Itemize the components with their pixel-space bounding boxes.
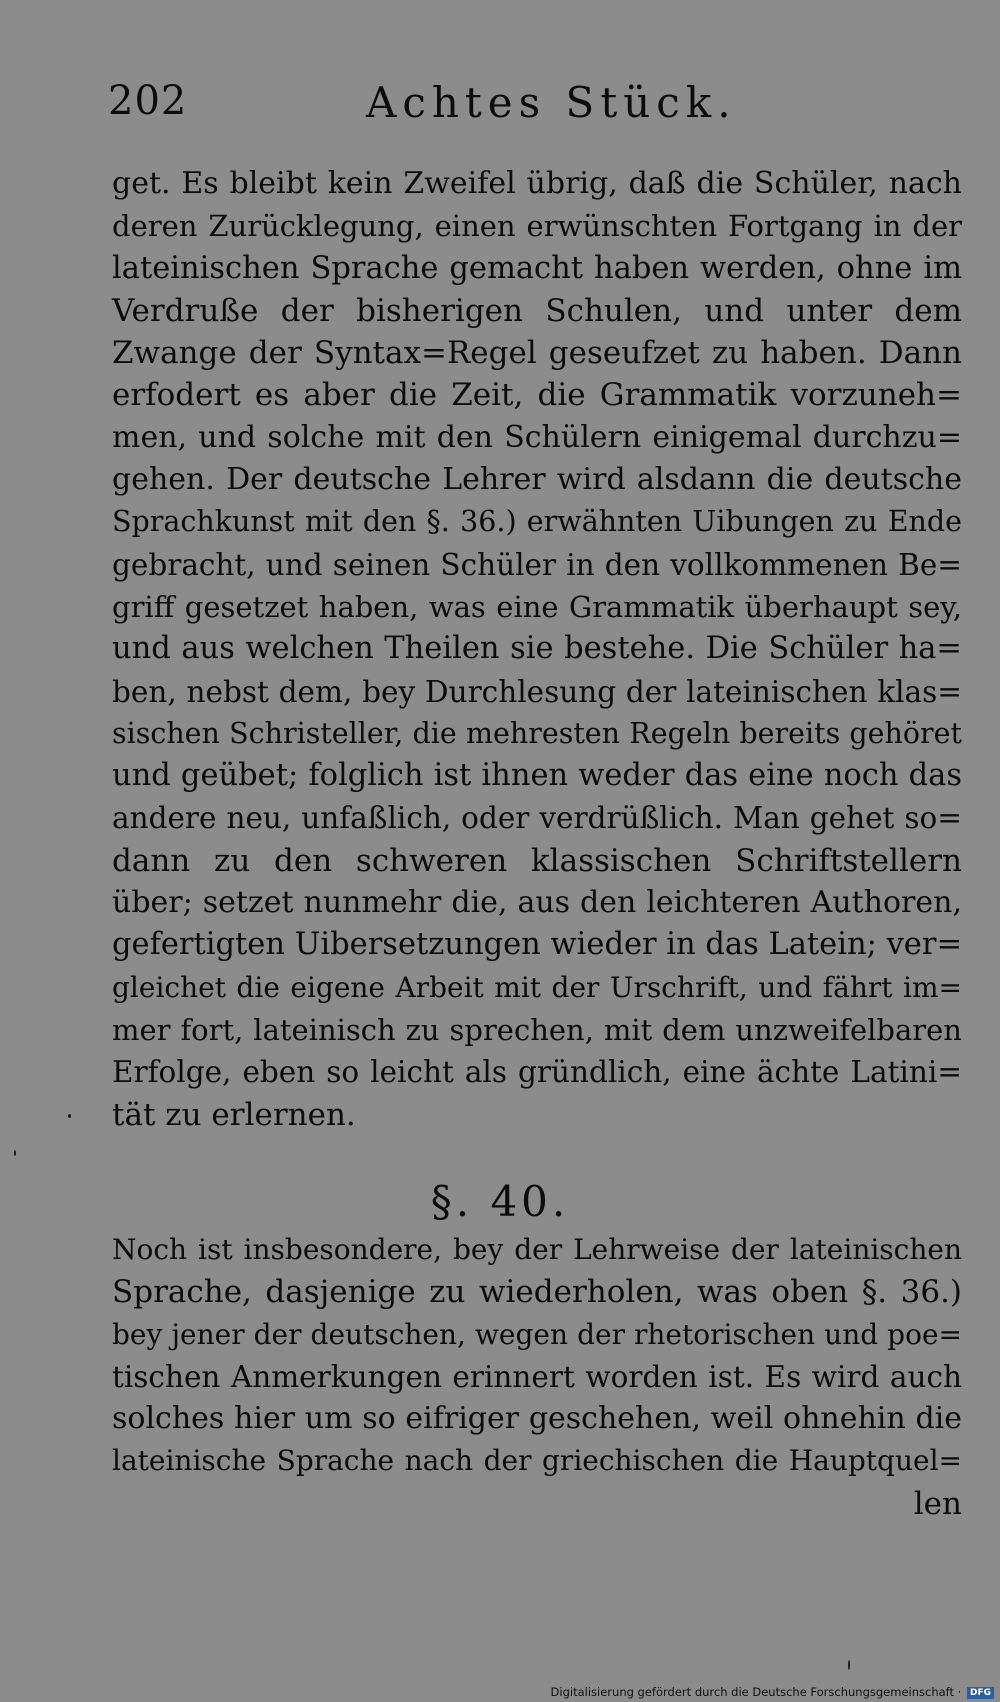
text-line: Sprachkunst mit den §. 36.) erwähnten Uibungen zu Ende bbox=[112, 505, 962, 539]
text-line: lateinische Sprache nach der griechischen die Hauptquel= bbox=[112, 1444, 962, 1478]
dfg-logo: DFG bbox=[967, 1687, 994, 1699]
ink-speck bbox=[68, 1114, 71, 1118]
text-line: griff gesetzet haben, was eine Grammatik überhaupt sey, bbox=[112, 589, 962, 624]
text-line: men, und solche mit den Schülern einigemal durchzu= bbox=[112, 419, 962, 455]
text-line: tät zu erlernen. bbox=[112, 1096, 356, 1133]
footer-text: Digitalisierung gefördert durch die Deutsche Forschungsgemeinschaft · bbox=[550, 1685, 962, 1699]
text-line: gleichet die eigene Arbeit mit der Urschrift, und fährt im= bbox=[112, 970, 962, 1004]
page-header bbox=[108, 78, 958, 134]
text-line: gefertigten Uibersetzungen wieder in das Latein; ver= bbox=[112, 927, 962, 963]
text-line: gebracht, und seinen Schüler in den vollkommenen Be= bbox=[112, 547, 962, 582]
text-line: ben, nebst dem, bey Durchlesung der lateinischen klas= bbox=[112, 674, 962, 709]
ink-speck bbox=[848, 1660, 850, 1670]
text-line: Noch ist insbesondere, bey der Lehrweise der lateinischen bbox=[112, 1233, 962, 1266]
text-line: bey jener der deutschen, wegen der rhetorischen und poe= bbox=[112, 1317, 962, 1351]
running-head: Achtes Stück. bbox=[366, 78, 737, 127]
text-line: solches hier um so eifriger geschehen, weil ohnehin die bbox=[112, 1401, 962, 1437]
text-line: Verdruße der bisherigen Schulen, und unter dem bbox=[112, 292, 962, 329]
section-heading: §. 40. bbox=[430, 1177, 570, 1226]
text-line: andere neu, unfaßlich, oder verdrüßlich. Man gehet so= bbox=[112, 801, 962, 836]
text-line: deren Zurücklegung, einen erwünschten Fortgang in der bbox=[112, 209, 962, 244]
text-line: über; setzet nunmehr die, aus den leichteren Authoren, bbox=[112, 885, 962, 921]
text-line: und geübet; folglich ist ihnen weder das eine noch das bbox=[112, 758, 962, 794]
text-line: mer fort, lateinisch zu sprechen, mit dem unzweifelbaren bbox=[112, 1012, 962, 1047]
text-line: Sprache, dasjenige zu wiederholen, was oben §. 36.) bbox=[112, 1274, 962, 1311]
text-line: gehen. Der deutsche Lehrer wird alsdann die deutsche bbox=[112, 462, 962, 498]
text-line: erfodert es aber die Zeit, die Grammatik vorzuneh= bbox=[112, 377, 962, 414]
text-line: lateinischen Sprache gemacht haben werden, ohne im bbox=[112, 250, 962, 286]
text-line: und aus welchen Theilen sie bestehe. Die Schüler ha= bbox=[112, 631, 962, 667]
paragraph-2 bbox=[112, 1229, 962, 1525]
paragraph-1 bbox=[112, 163, 962, 1136]
text-line: Erfolge, eben so leicht als gründlich, eine ächte Latini= bbox=[112, 1055, 962, 1090]
text-line: get. Es bleibt kein Zweifel übrig, daß die Schüler, nach bbox=[112, 166, 962, 201]
ink-speck bbox=[14, 1150, 16, 1156]
page-number: 202 bbox=[108, 78, 188, 124]
catchword: len bbox=[913, 1485, 962, 1522]
digitization-footer bbox=[551, 1685, 994, 1699]
text-line: sischen Schristeller, die mehresten Regeln bereits gehöret bbox=[112, 716, 962, 750]
text-line: tischen Anmerkungen erinnert worden ist. Es wird auch bbox=[112, 1359, 962, 1394]
text-line: Zwange der Syntax=Regel geseufzet zu haben. Dann bbox=[112, 335, 962, 372]
text-line: dann zu den schweren klassischen Schriftstellern bbox=[112, 842, 962, 879]
